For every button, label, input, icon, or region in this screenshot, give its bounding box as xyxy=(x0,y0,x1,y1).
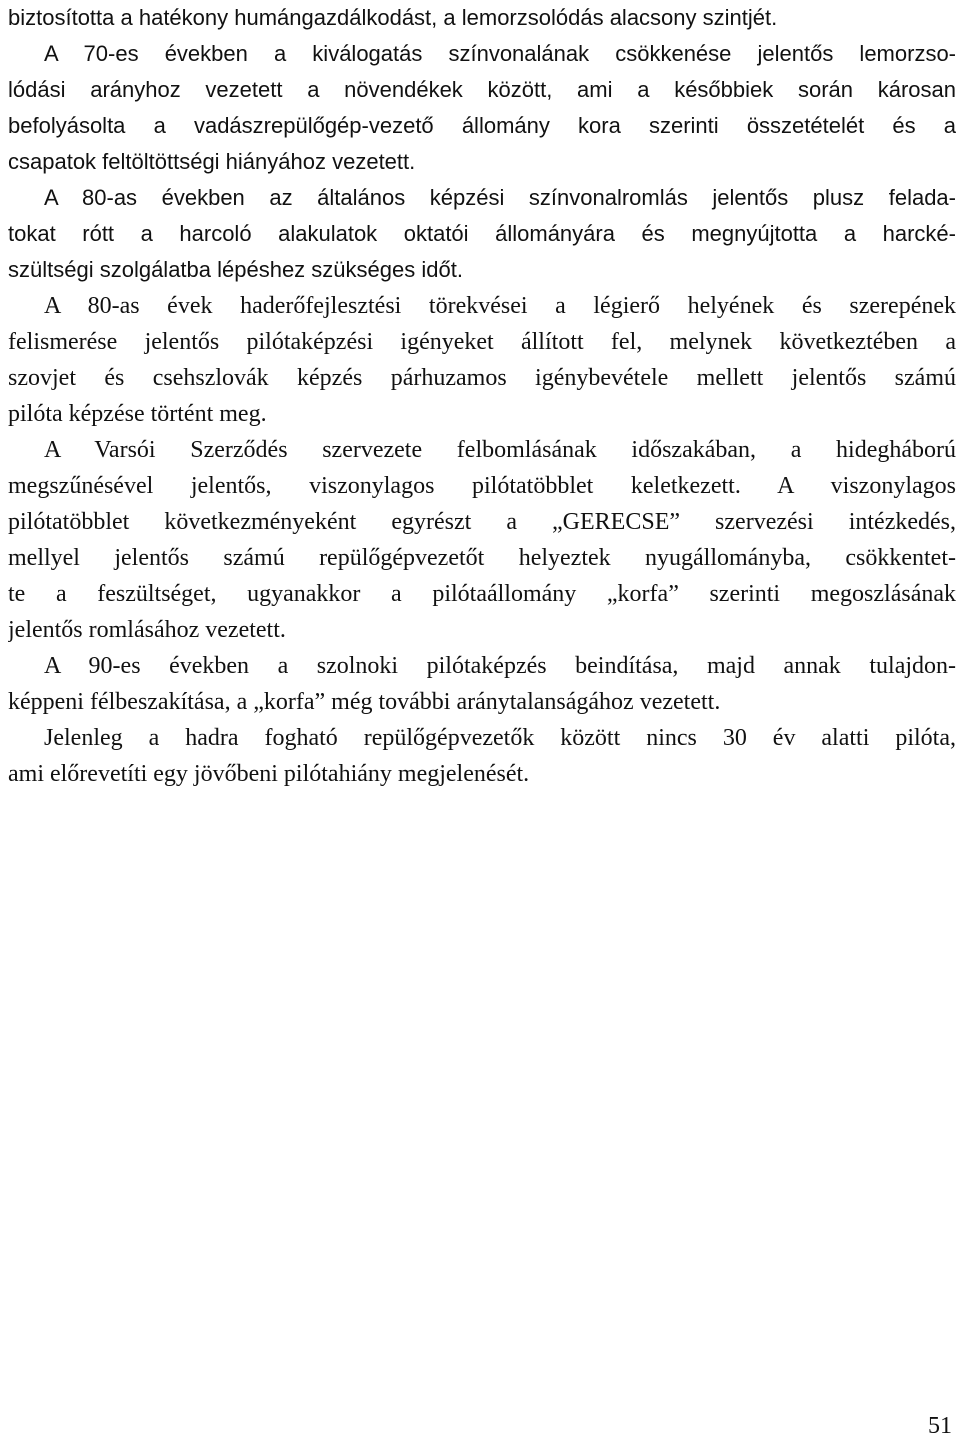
text-line: képpeni félbeszakítása, a „korfa” még további aránytalanságához vezetett. xyxy=(8,689,721,715)
paragraph-2 xyxy=(8,36,956,180)
paragraph-4 xyxy=(8,288,956,432)
text-line: A Varsói Szerződés szervezete felbomlásának időszakában, a hidegháború xyxy=(44,437,956,463)
paragraph-5 xyxy=(8,432,956,648)
text-line: tokat rótt a harcoló alakulatok oktatói állományára és megnyújtotta a harcké- xyxy=(8,221,956,246)
text-line: szültségi szolgálatba lépéshez szükséges időt. xyxy=(8,257,463,282)
text-line: jelentős romlásához vezetett. xyxy=(8,617,286,643)
text-line: lódási arányhoz vezetett a növendékek között, ami a későbbiek során károsan xyxy=(8,77,956,102)
paragraph-6 xyxy=(8,648,956,720)
text-line: A 70-es években a kiválogatás színvonalának csökkenése jelentős lemorzso- xyxy=(44,41,956,66)
text-line: A 80-as évek haderőfejlesztési törekvései a légierő helyének és szerepének xyxy=(44,293,956,319)
text-line: csapatok feltöltöttségi hiányához vezetett. xyxy=(8,149,416,174)
paragraph-7 xyxy=(8,720,956,792)
paragraph-1 xyxy=(8,0,956,36)
text-line: A 80-as években az általános képzési színvonalromlás jelentős plusz felada- xyxy=(44,185,956,210)
text-line: befolyásolta a vadászrepülőgép-vezető állomány kora szerinti összetételét és a xyxy=(8,113,956,138)
text-line: felismerése jelentős pilótaképzési igényeket állított fel, melynek következtében a xyxy=(8,329,956,355)
text-line: te a feszültséget, ugyanakkor a pilótaállomány „korfa” szerinti megoszlásának xyxy=(8,581,956,607)
text-line: A 90-es években a szolnoki pilótaképzés beindítása, majd annak tulajdon- xyxy=(44,653,956,679)
text-line: ami előrevetíti egy jövőbeni pilótahiány megjelenését. xyxy=(8,761,530,787)
text-line: mellyel jelentős számú repülőgépvezetőt helyeztek nyugállományba, csökkentet- xyxy=(8,545,956,571)
page-number: 51 xyxy=(928,1413,952,1439)
text-line: megszűnésével jelentős, viszonylagos pilótatöbblet keletkezett. A viszonylagos xyxy=(8,473,956,499)
paragraph-3 xyxy=(8,180,956,288)
text-line: szovjet és csehszlovák képzés párhuzamos igénybevétele mellett jelentős számú xyxy=(8,365,956,391)
text-line: Jelenleg a hadra fogható repülőgépvezetők között nincs 30 év alatti pilóta, xyxy=(44,725,956,751)
text-line: pilóta képzése történt meg. xyxy=(8,401,267,427)
text-line: pilótatöbblet következményeként egyrészt a „GERECSE” szervezési intézkedés, xyxy=(8,509,956,535)
text-line: biztosította a hatékony humángazdálkodást, a lemorzsolódás alacsony szintjét. xyxy=(8,5,778,30)
document-body xyxy=(8,0,956,792)
